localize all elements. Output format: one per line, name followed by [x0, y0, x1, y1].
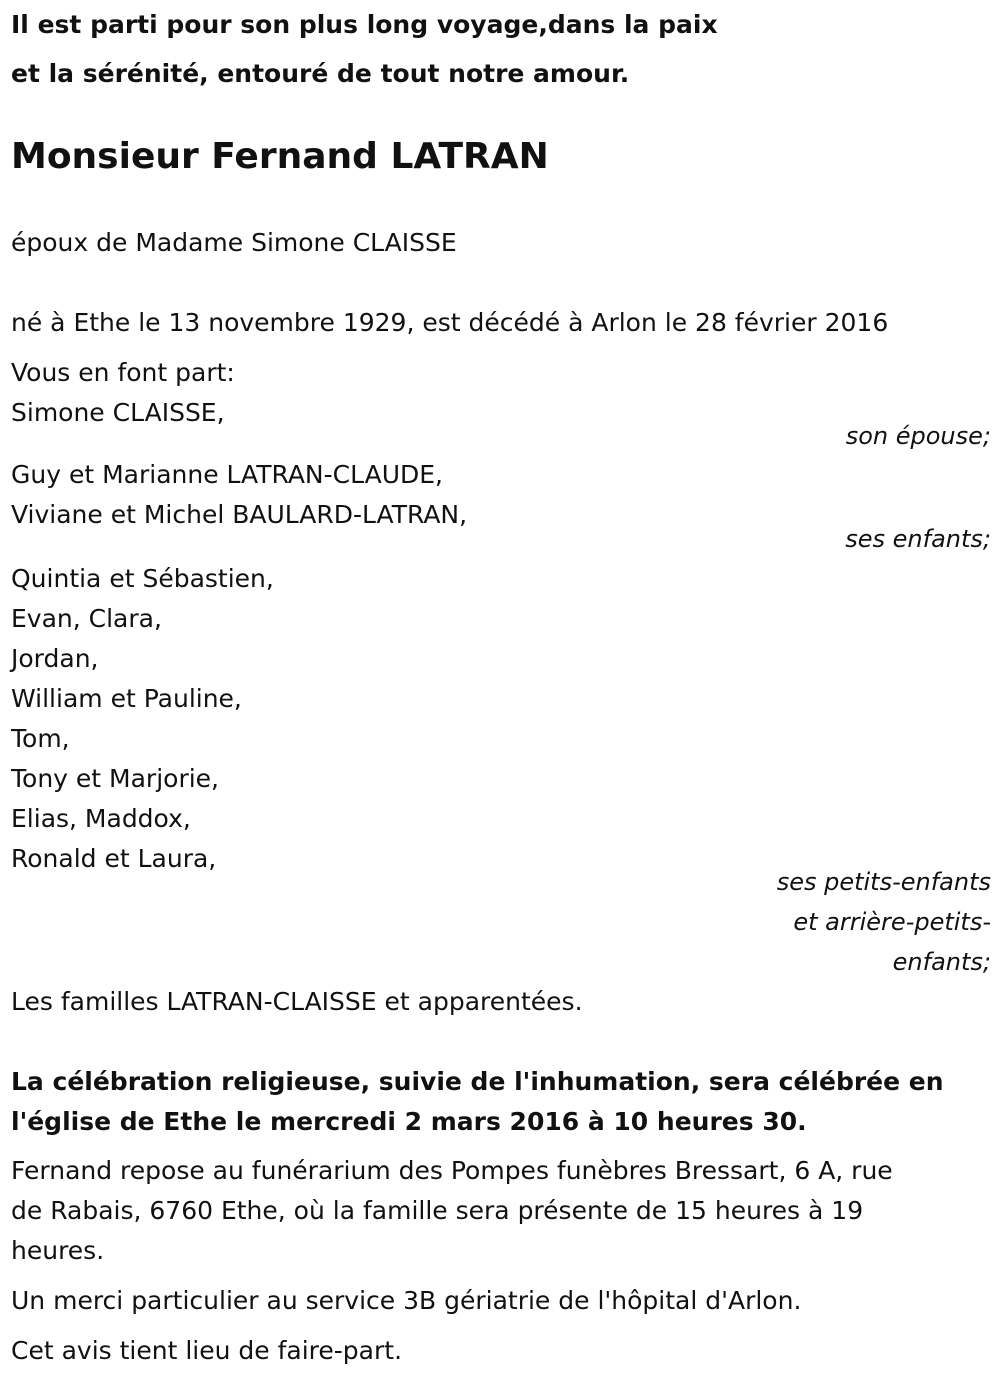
ceremony-line-2: l'église de Ethe le mercredi 2 mars 2016 à 10 heures 30.: [11, 1107, 807, 1136]
ceremony-line-1: La célébration religieuse, suivie de l'inhumation, sera célébrée en: [11, 1067, 944, 1096]
families-line: Les familles LATRAN-CLAISSE et apparentées.: [11, 987, 583, 1016]
grandchild-line: Ronald et Laura,: [11, 844, 217, 873]
grandchild-line: Tom,: [11, 724, 70, 753]
grandchildren-role-line-2: et arrière-petits-: [793, 908, 991, 936]
grandchild-line: Tony et Marjorie,: [11, 764, 219, 793]
spouse-role: son épouse;: [845, 422, 991, 450]
repose-line-1: Fernand repose au funérarium des Pompes funèbres Bressart, 6 A, rue: [11, 1156, 893, 1185]
grandchild-line: Quintia et Sébastien,: [11, 564, 274, 593]
deceased-name: Monsieur Fernand LATRAN: [11, 136, 549, 177]
intro-line-2: et la sérénité, entouré de tout notre amour.: [11, 59, 630, 88]
spouse-line: époux de Madame Simone CLAISSE: [11, 228, 457, 257]
spouse-name: Simone CLAISSE,: [11, 398, 225, 427]
grandchildren-role-line-1: ses petits-enfants: [776, 868, 991, 896]
grandchild-line: Evan, Clara,: [11, 604, 162, 633]
repose-line-2: de Rabais, 6760 Ethe, où la famille sera présente de 15 heures à 19: [11, 1196, 864, 1225]
grandchild-line: Jordan,: [11, 644, 99, 673]
children-role: ses enfants;: [845, 525, 991, 553]
thanks-line: Un merci particulier au service 3B gériatrie de l'hôpital d'Arlon.: [11, 1286, 802, 1315]
announce-line: Vous en font part:: [11, 358, 235, 387]
grandchildren-role-line-3: enfants;: [892, 948, 991, 976]
grandchild-line: Elias, Maddox,: [11, 804, 191, 833]
closing-line: Cet avis tient lieu de faire-part.: [11, 1336, 403, 1365]
birth-death-line: né à Ethe le 13 novembre 1929, est décédé à Arlon le 28 février 2016: [11, 308, 889, 337]
grandchild-line: William et Pauline,: [11, 684, 242, 713]
child-line-1: Guy et Marianne LATRAN-CLAUDE,: [11, 460, 444, 489]
repose-line-3: heures.: [11, 1236, 105, 1265]
child-line-2: Viviane et Michel BAULARD-LATRAN,: [11, 500, 468, 529]
intro-line-1: Il est parti pour son plus long voyage,dans la paix: [11, 10, 718, 39]
